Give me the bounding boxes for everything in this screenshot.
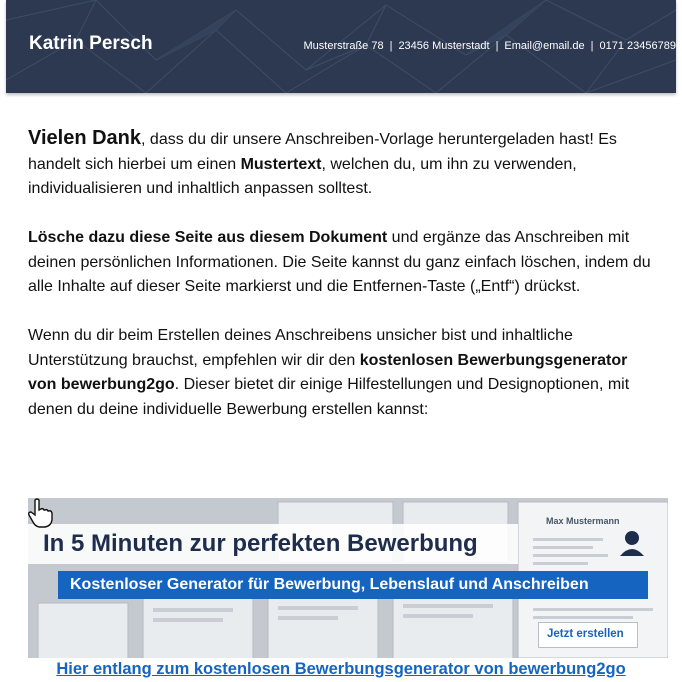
banner-title: In 5 Minuten zur perfekten Bewerbung: [43, 530, 478, 557]
delete-instruction-emphasis: Lösche dazu diese Seite aus diesem Dokument: [28, 229, 388, 246]
mustertext-emphasis: Mustertext: [240, 155, 322, 173]
intro-paragraph: [28, 126, 658, 202]
generator-paragraph: [28, 324, 658, 422]
letter-header: [6, 0, 676, 93]
banner-title-box: [28, 524, 518, 564]
delete-instructions-paragraph: [28, 226, 658, 300]
generator-text-end: . Dieser bietet dir einige Hilfestellungen und Designoptionen, mit denen du deine individuelle Bewerbung erstellen kannst:: [28, 376, 630, 418]
email-address: Email@email.de: [504, 40, 585, 52]
banner-subtitle-box: [58, 571, 648, 599]
address-city: 23456 Musterstadt: [398, 40, 490, 52]
jetzt-erstellen-label: Jetzt erstellen: [547, 628, 624, 640]
phone-number: 0171 23456789: [599, 40, 676, 52]
generator-emphasis: kostenlosen Bewerbungsgenerator von bewerbung2go: [28, 351, 628, 393]
contact-separator: |: [389, 40, 393, 52]
intro-text-end: , welchen du, um ihn zu verwenden, individualisieren und inhaltlich anpassen solltest.: [28, 155, 577, 197]
generator-text: Wenn du dir beim Erstellen deines Anschreibens unsicher bist und inhaltliche Unterstützung brauchst, empfehlen wir dir den: [28, 327, 573, 369]
applicant-name: Katrin Persch: [29, 33, 153, 54]
jetzt-erstellen-button[interactable]: [538, 622, 638, 648]
generator-banner[interactable]: [28, 498, 668, 658]
banner-subtitle: Kostenloser Generator für Bewerbung, Lebenslauf und Anschreiben: [70, 576, 589, 593]
contact-line: [303, 40, 676, 52]
contact-separator: |: [590, 40, 594, 52]
hand-cursor-icon: [28, 498, 54, 528]
letter-body: [28, 126, 658, 447]
generator-link[interactable]: Hier entlang zum kostenlosen Bewerbungsgenerator von bewerbung2go: [56, 660, 626, 678]
sample-cv-name: Max Mustermann: [546, 516, 620, 526]
delete-instruction-text: und ergänze das Anschreiben mit deinen persönlichen Informationen. Die Seite kannst du ganz einfach löschen, indem du alle Inhalte auf dieser Seite markierst und die Entfernen-Taste („Entf“) drückst.: [28, 229, 651, 295]
thanks-heading: Vielen Dank: [28, 127, 142, 149]
address-street: Musterstraße 78: [303, 40, 384, 52]
contact-separator: |: [495, 40, 499, 52]
intro-text: , dass du dir unsere Anschreiben-Vorlage heruntergeladen hast! Es handelt sich hierbei um einen: [28, 131, 617, 173]
